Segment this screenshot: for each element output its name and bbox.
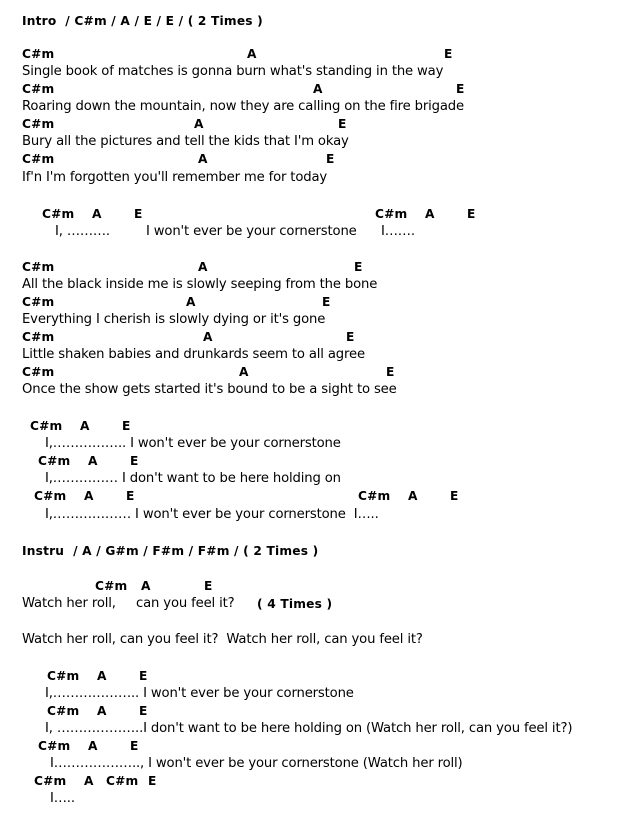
chord: A <box>203 330 213 344</box>
lyric-line: I, ………. <box>55 224 110 239</box>
chord: E <box>338 117 347 131</box>
chord: E <box>354 260 363 274</box>
chord: C#m <box>358 489 391 503</box>
chord: E <box>444 47 453 61</box>
chord: C#m <box>47 669 80 683</box>
lyric-line: I,…………….. I won't ever be your cornerstone <box>45 436 341 451</box>
chord: A <box>198 152 208 166</box>
lyric-line: I……. <box>381 224 415 239</box>
lyric-line: I,……………….. I won't ever be your cornerstone <box>45 686 354 701</box>
lyric-line: If'n I'm forgotten you'll remember me for today <box>22 170 328 185</box>
chord: A <box>186 295 196 309</box>
chord: A <box>239 365 249 379</box>
chord: E <box>386 365 395 379</box>
chord: A <box>80 419 90 433</box>
chord: C#m <box>38 739 71 753</box>
chord: C#m <box>22 365 55 379</box>
chord: C#m <box>38 454 71 468</box>
chord: C#m <box>34 489 67 503</box>
chord: A <box>141 579 151 593</box>
lyric-line: I, ………………..I don't want to be here holding on (Watch her roll, can you feel it?) <box>45 721 573 736</box>
chord: E <box>326 152 335 166</box>
chord: A <box>313 82 323 96</box>
repeat-note: ( 4 Times ) <box>257 597 333 611</box>
chord: C#m <box>106 774 139 788</box>
chord: C#m <box>22 152 55 166</box>
lyric-line: Bury all the pictures and tell the kids that I'm okay <box>22 134 349 149</box>
instru-line: Instru / A / G#m / F#m / F#m / ( 2 Times ) <box>22 544 319 558</box>
chord: A <box>88 454 98 468</box>
chord: A <box>425 207 435 221</box>
chord: C#m <box>42 207 75 221</box>
lyric-line: All the black inside me is slowly seeping from the bone <box>22 277 378 292</box>
chord: A <box>247 47 257 61</box>
chord: C#m <box>22 295 55 309</box>
chord: E <box>134 207 143 221</box>
chord: E <box>130 739 139 753</box>
lyric-line: I….. <box>50 791 75 806</box>
chord: A <box>408 489 418 503</box>
chord: E <box>204 579 213 593</box>
chord: A <box>194 117 204 131</box>
chord: E <box>346 330 355 344</box>
chord: E <box>130 454 139 468</box>
chord: E <box>456 82 465 96</box>
chord: C#m <box>34 774 67 788</box>
chord: C#m <box>95 579 128 593</box>
chord: A <box>198 260 208 274</box>
chord: C#m <box>22 82 55 96</box>
intro-line: Intro / C#m / A / E / E / ( 2 Times ) <box>22 14 263 28</box>
lyric-line: I won't ever be your cornerstone <box>146 224 357 239</box>
chord: E <box>467 207 476 221</box>
chord: A <box>84 774 94 788</box>
chord: E <box>126 489 135 503</box>
lyric-line: Watch her roll, can you feel it? <box>22 596 235 611</box>
chord: C#m <box>22 330 55 344</box>
lyric-line: I……………….., I won't ever be your cornerstone (Watch her roll) <box>50 756 463 771</box>
chord: C#m <box>30 419 63 433</box>
chord: C#m <box>47 704 80 718</box>
lyric-line: I,…………… I don't want to be here holding on <box>45 471 341 486</box>
chord: A <box>88 739 98 753</box>
chord: E <box>122 419 131 433</box>
chord: E <box>139 669 148 683</box>
chord: E <box>148 774 157 788</box>
lyric-line: Roaring down the mountain, now they are calling on the fire brigade <box>22 99 464 114</box>
chord: C#m <box>22 260 55 274</box>
chord: C#m <box>375 207 408 221</box>
lyric-line: Everything I cherish is slowly dying or it's gone <box>22 312 326 327</box>
lyric-line: Once the show gets started it's bound to be a sight to see <box>22 382 397 397</box>
chord: A <box>97 669 107 683</box>
chord: C#m <box>22 47 55 61</box>
chord: E <box>322 295 331 309</box>
lyric-line: Watch her roll, can you feel it? Watch her roll, can you feel it? <box>22 632 423 647</box>
lyric-line: I,……………… I won't ever be your cornerstone I….. <box>45 507 379 522</box>
lyric-line: Single book of matches is gonna burn what's standing in the way <box>22 64 444 79</box>
lyric-line: Little shaken babies and drunkards seem to all agree <box>22 347 365 362</box>
chord: A <box>92 207 102 221</box>
chord: E <box>139 704 148 718</box>
chord: C#m <box>22 117 55 131</box>
chord: E <box>450 489 459 503</box>
chord: A <box>97 704 107 718</box>
chord: A <box>84 489 94 503</box>
